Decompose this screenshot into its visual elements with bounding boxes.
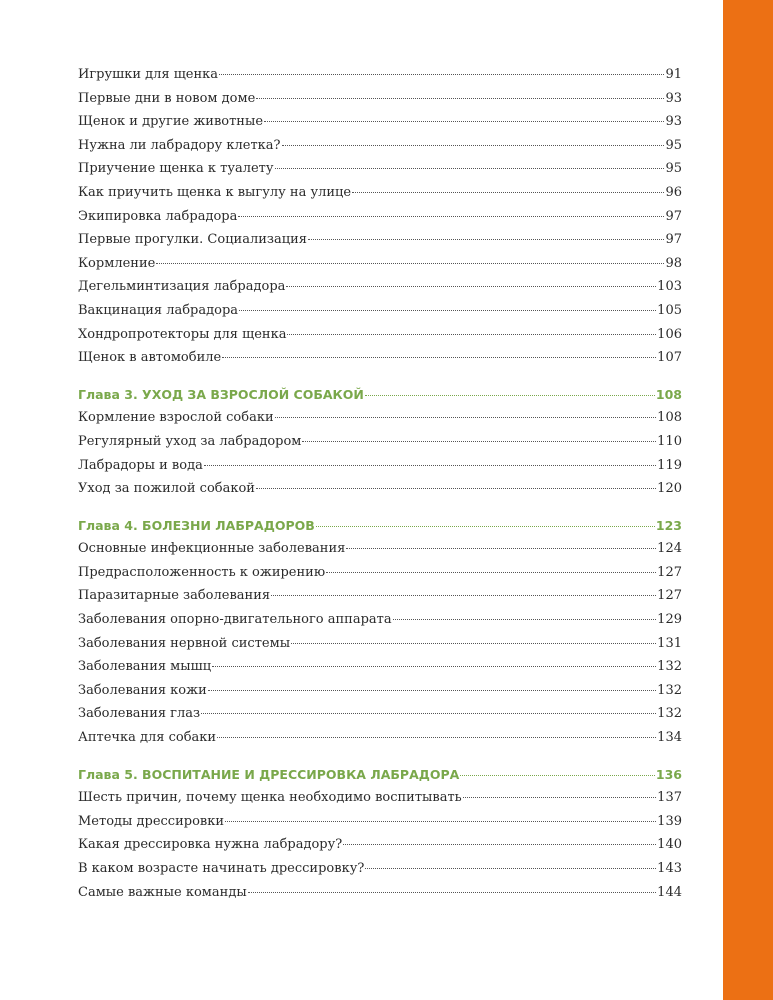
- dot-leader: [256, 98, 664, 99]
- entry-title: Как приучить щенка к выгулу на улице: [78, 184, 352, 200]
- entry-title: Заболевания опорно-двигательного аппарата: [78, 612, 392, 628]
- entry-title: Методы дрессировки: [78, 813, 225, 829]
- entry-title: Игрушки для щенка: [78, 67, 219, 82]
- page-number: 124: [657, 541, 682, 557]
- toc-entry[interactable]: [78, 655, 682, 679]
- page-number: 105: [657, 302, 682, 318]
- page-number: 98: [665, 255, 682, 271]
- dot-leader: [346, 548, 656, 549]
- dot-leader: [275, 417, 657, 418]
- page-number: 93: [665, 90, 682, 106]
- entry-title: Приучение щенка к туалету: [78, 161, 274, 177]
- page-number: 103: [657, 279, 682, 295]
- dot-leader: [238, 216, 664, 217]
- toc-entry[interactable]: [78, 702, 682, 726]
- dot-leader: [287, 334, 656, 335]
- page-number: 110: [657, 433, 682, 449]
- entry-title: Нужна ли лабрадору клетка?: [78, 137, 281, 153]
- toc-section-group: [78, 63, 682, 370]
- entry-title: Кормление взрослой собаки: [78, 410, 274, 426]
- toc-entry[interactable]: [78, 786, 682, 810]
- page-number: 95: [665, 137, 682, 153]
- page-number: 131: [657, 635, 682, 651]
- dot-leader: [248, 892, 656, 893]
- entry-title: Шесть причин, почему щенка необходимо воспитывать: [78, 790, 462, 806]
- page-number: 97: [665, 208, 682, 224]
- toc-entry[interactable]: [78, 205, 682, 229]
- toc-entry[interactable]: [78, 608, 682, 632]
- dot-leader: [204, 465, 656, 466]
- dot-leader: [316, 526, 655, 527]
- entry-title: Предрасположенность к ожирению: [78, 564, 326, 580]
- page-number: 136: [655, 766, 682, 782]
- dot-leader: [326, 572, 656, 573]
- entry-title: Какая дрессировка нужна лабрадору?: [78, 837, 343, 853]
- dot-leader: [212, 666, 656, 667]
- toc-entry[interactable]: [78, 881, 682, 905]
- dot-leader: [217, 737, 656, 738]
- toc-entry[interactable]: [78, 157, 682, 181]
- page-number: 123: [655, 517, 682, 533]
- toc-entry[interactable]: [78, 430, 682, 454]
- dot-leader: [393, 619, 657, 620]
- page-number: 134: [657, 730, 682, 746]
- toc-entry[interactable]: [78, 406, 682, 430]
- page-number: 127: [657, 564, 682, 580]
- toc-chapter-group: [78, 383, 682, 501]
- toc-entry[interactable]: [78, 181, 682, 205]
- entry-title: Самые важные команды: [78, 884, 247, 900]
- dot-leader: [460, 775, 655, 776]
- toc-entry[interactable]: [78, 63, 682, 87]
- page-number: 132: [657, 682, 682, 698]
- page-number: 139: [657, 813, 682, 829]
- dot-leader: [156, 263, 664, 264]
- chapter-title: Глава 5. ВОСПИТАНИЕ И ДРЕССИРОВКА ЛАБРАДОРА: [78, 766, 460, 782]
- toc-entry[interactable]: [78, 299, 682, 323]
- page-number: 119: [657, 457, 682, 473]
- page-number: 97: [665, 232, 682, 248]
- entry-title: Паразитарные заболевания: [78, 588, 271, 604]
- toc-entry[interactable]: [78, 87, 682, 111]
- page-number: 96: [665, 184, 682, 200]
- dot-leader: [239, 310, 656, 311]
- entry-title: Уход за пожилой собакой: [78, 481, 255, 497]
- dot-leader: [365, 868, 656, 869]
- entry-title: Первые прогулки. Социализация: [78, 232, 307, 248]
- entry-title: Регулярный уход за лабрадором: [78, 433, 302, 449]
- dot-leader: [343, 844, 656, 845]
- entry-title: Щенок в автомобиле: [78, 350, 222, 366]
- dot-leader: [463, 797, 656, 798]
- entry-title: Заболевания нервной системы: [78, 635, 291, 651]
- toc-entry[interactable]: [78, 275, 682, 299]
- toc-entry[interactable]: [78, 537, 682, 561]
- page-number: 120: [657, 481, 682, 497]
- entry-title: Вакцинация лабрадора: [78, 302, 239, 318]
- toc-chapter-group: [78, 514, 682, 750]
- dot-leader: [225, 821, 656, 822]
- entry-title: Основные инфекционные заболевания: [78, 541, 346, 557]
- dot-leader: [271, 595, 656, 596]
- toc-entry[interactable]: [78, 726, 682, 750]
- toc-chapter-heading[interactable]: [78, 514, 682, 538]
- page-number: 108: [657, 410, 682, 426]
- dot-leader: [308, 239, 664, 240]
- entry-title: Щенок и другие животные: [78, 114, 264, 130]
- page-number: 144: [657, 884, 682, 900]
- page-number: 132: [657, 706, 682, 722]
- toc-entry[interactable]: [78, 679, 682, 703]
- dot-leader: [291, 643, 656, 644]
- page-number: 137: [657, 790, 682, 806]
- page-number: 91: [665, 67, 682, 82]
- toc-entry[interactable]: [78, 346, 682, 370]
- dot-leader: [282, 145, 665, 146]
- page-number: 93: [665, 114, 682, 130]
- dot-leader: [365, 395, 655, 396]
- toc-entry[interactable]: [78, 323, 682, 347]
- entry-title: Первые дни в новом доме: [78, 90, 256, 106]
- page-number: 107: [657, 350, 682, 366]
- entry-title: В каком возрасте начинать дрессировку?: [78, 861, 365, 876]
- toc-entry[interactable]: [78, 477, 682, 501]
- dot-leader: [264, 121, 664, 122]
- dot-leader: [256, 488, 656, 489]
- toc-chapter-heading[interactable]: [78, 763, 682, 787]
- dot-leader: [286, 286, 656, 287]
- toc-entry[interactable]: [78, 110, 682, 134]
- table-of-contents: [78, 63, 682, 904]
- dot-leader: [208, 690, 656, 691]
- entry-title: Хондропротекторы для щенка: [78, 326, 287, 342]
- toc-entry[interactable]: [78, 252, 682, 276]
- page-number: 132: [657, 659, 682, 675]
- toc-entry[interactable]: [78, 134, 682, 158]
- entry-title: Кормление: [78, 255, 156, 271]
- toc-chapter-heading[interactable]: [78, 383, 682, 407]
- toc-entry[interactable]: [78, 454, 682, 478]
- dot-leader: [352, 192, 664, 193]
- page-number: 108: [655, 386, 682, 402]
- dot-leader: [222, 357, 656, 358]
- toc-entry[interactable]: [78, 833, 682, 857]
- toc-entry[interactable]: [78, 810, 682, 834]
- page-number: 106: [657, 326, 682, 342]
- page-number: 127: [657, 588, 682, 604]
- toc-entry[interactable]: [78, 584, 682, 608]
- orange-edge-bar: [723, 0, 773, 1000]
- entry-title: Дегельминтизация лабрадора: [78, 279, 286, 295]
- dot-leader: [302, 441, 656, 442]
- chapter-title: Глава 4. БОЛЕЗНИ ЛАБРАДОРОВ: [78, 517, 315, 533]
- page-number: 140: [657, 837, 682, 853]
- toc-entry[interactable]: [78, 561, 682, 585]
- toc-entry[interactable]: [78, 228, 682, 252]
- dot-leader: [201, 713, 656, 714]
- toc-entry[interactable]: [78, 857, 682, 881]
- page-number: 143: [657, 861, 682, 876]
- entry-title: Экипировка лабрадора: [78, 208, 238, 224]
- entry-title: Заболевания глаз: [78, 706, 201, 722]
- dot-leader: [219, 74, 664, 75]
- chapter-title: Глава 3. УХОД ЗА ВЗРОСЛОЙ СОБАКОЙ: [78, 386, 364, 402]
- entry-title: Лабрадоры и вода: [78, 457, 203, 473]
- entry-title: Заболевания мышц: [78, 659, 212, 675]
- entry-title: Аптечка для собаки: [78, 730, 217, 746]
- page-number: 95: [665, 161, 682, 177]
- dot-leader: [275, 168, 665, 169]
- entry-title: Заболевания кожи: [78, 682, 207, 698]
- toc-entry[interactable]: [78, 632, 682, 656]
- toc-chapter-group: [78, 763, 682, 905]
- page-number: 129: [657, 612, 682, 628]
